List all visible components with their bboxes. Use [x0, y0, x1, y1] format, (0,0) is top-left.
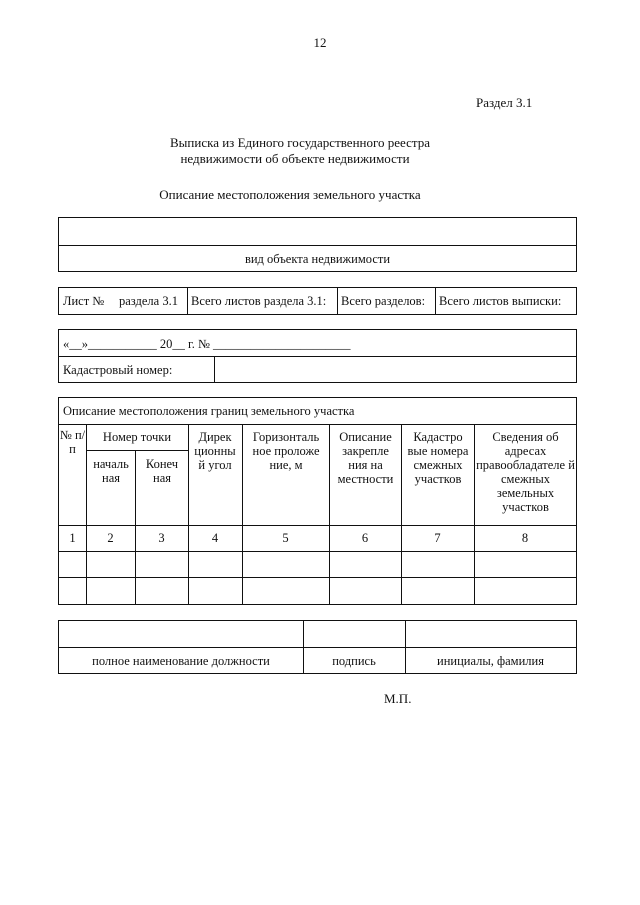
col-index-7: 7: [434, 531, 441, 545]
divider: [59, 245, 576, 246]
divider: [59, 647, 576, 648]
object-type-caption: вид объекта недвижимости: [244, 252, 391, 266]
col-angle-header: Дирек ционны й угол: [194, 430, 236, 472]
col-fixing-header: Описание закрепле ния на местности: [337, 430, 394, 486]
col-index-4: 4: [211, 531, 219, 545]
col-number-header: № п/п: [59, 428, 86, 456]
total-section-sheets-label: Всего листов раздела 3.1:: [191, 294, 327, 308]
section-label: Раздел 3.1: [476, 95, 533, 110]
position-caption: полное наименование должности: [92, 654, 270, 668]
col-length-header: Горизонталь ное проложе ние, м: [252, 430, 320, 472]
date-number-line: «__»___________ 20__ г. № ______________________: [63, 337, 351, 351]
total-sections-label: Всего разделов:: [341, 294, 426, 308]
signature-block: [58, 620, 577, 674]
col-start-point-header: началь ная: [93, 457, 129, 485]
title-line-1: Выписка из Единого государственного реестра: [170, 135, 430, 150]
sheet-label: Лист №: [63, 294, 105, 308]
col-index-1: 1: [69, 531, 76, 545]
signature-caption: подпись: [332, 654, 376, 668]
total-sheets-label: Всего листов выписки:: [439, 294, 562, 308]
section-sheet-label: раздела 3.1: [119, 294, 178, 308]
col-index-5: 5: [282, 531, 289, 545]
boundaries-title: Описание местоположения границ земельного участка: [63, 404, 355, 418]
divider: [435, 288, 436, 314]
col-index-2: 2: [107, 531, 114, 545]
table-row: [59, 551, 576, 552]
divider: [214, 356, 215, 382]
col-index-3: 3: [158, 531, 165, 545]
date-cadastral-box: [58, 329, 577, 383]
col-adjacent-header: Кадастро вые номера смежных участков: [407, 430, 469, 486]
cadastral-number-label: Кадастровый номер:: [63, 363, 173, 377]
col-owners-header: Сведения об адресах правообладателе й смежных земельных участков: [476, 430, 575, 514]
divider: [59, 525, 576, 526]
stamp-label: М.П.: [384, 691, 412, 706]
sheet-info-row: [58, 287, 577, 315]
name-caption: инициалы, фамилия: [437, 654, 544, 668]
divider: [337, 288, 338, 314]
divider: [187, 288, 188, 314]
page-number: 12: [313, 35, 327, 50]
col-end-point-header: Конеч ная: [145, 457, 179, 485]
title-line-2: недвижимости об объекте недвижимости: [180, 151, 410, 166]
table-row: [59, 577, 576, 578]
col-index-6: 6: [361, 531, 369, 545]
object-type-box: [58, 217, 577, 272]
document-subtitle: Описание местоположения земельного участка: [159, 187, 421, 202]
boundaries-table: [58, 397, 577, 605]
divider: [86, 450, 188, 451]
divider: [59, 356, 576, 357]
col-point-header: Номер точки: [102, 430, 172, 444]
divider: [59, 424, 576, 425]
col-index-8: 8: [521, 531, 529, 545]
